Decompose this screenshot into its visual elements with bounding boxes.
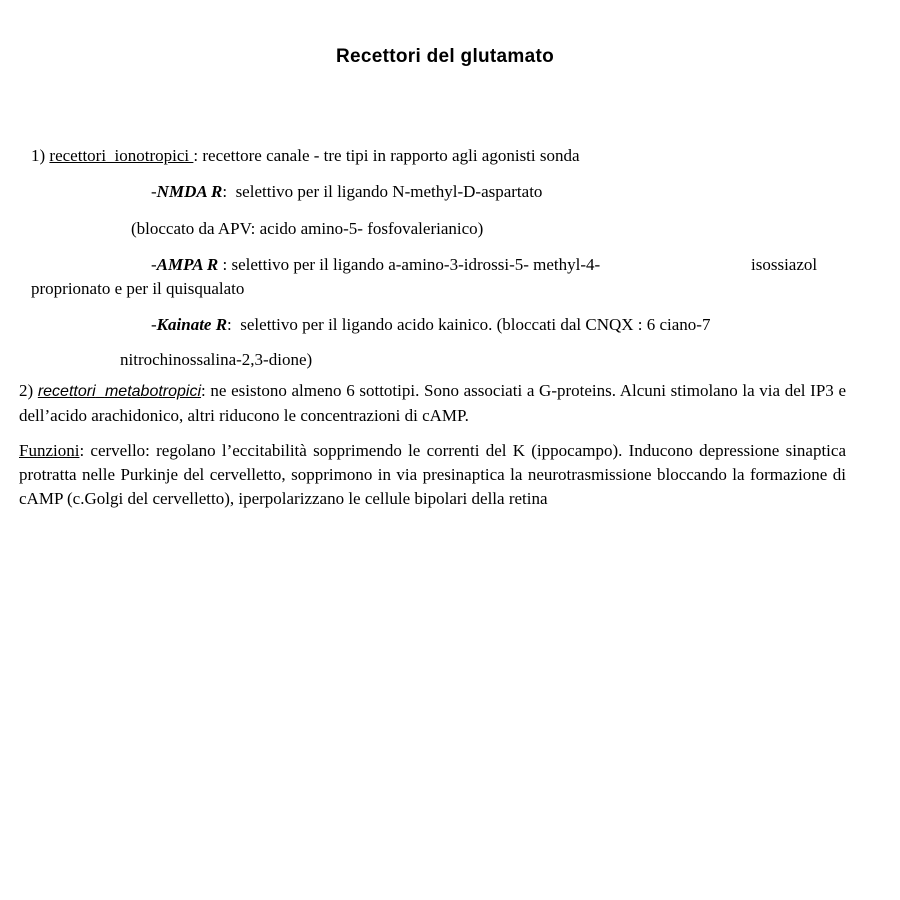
functions-paragraph: [19, 439, 846, 511]
kainate-name: Kainate R: [156, 315, 228, 334]
section1-intro-line: [31, 146, 580, 166]
section2-number: 2): [19, 381, 38, 400]
nmda-prefix: -: [151, 182, 157, 201]
section2-body: : ne esistono almeno 6 sottotipi. Sono associati a G-proteins. Alcuni stimolano la via del IP3 e dell’acido arachidonico, altri riducono le concentrazioni di cAMP.: [19, 381, 847, 425]
functions-heading: Funzioni: [19, 441, 80, 460]
nmda-line: [151, 182, 542, 202]
ampa-text: : selettivo per il ligando a-amino-3-idrossi-5- methyl-4-: [218, 255, 601, 274]
functions-body: : cervello: regolano l’eccitabilità sopprimendo le correnti del K (ippocampo). Inducono depressione sinaptica protratta nelle Purkinje del cervelletto, sopprimono in via presinaptica la neurotrasmissione bloccando la formazione di cAMP (c.Golgi del cervelletto), iperpolarizzano le cellule bipolari della retina: [19, 441, 846, 508]
kainate-prefix: -: [151, 315, 157, 334]
ampa-prefix: -: [151, 255, 157, 274]
nmda-name: NMDA R: [156, 182, 223, 201]
ampa-line: [151, 255, 600, 275]
section1-intro: : recettore canale - tre tipi in rapporto agli agonisti sonda: [193, 146, 580, 165]
ampa-continuation: proprionato e per il quisqualato: [31, 279, 245, 298]
kainate-continuation: nitrochinossalina-2,3-dione): [120, 350, 313, 369]
section2-paragraph: [19, 379, 846, 428]
section1-heading: recettori ionotropici: [49, 146, 194, 165]
section2-heading-a: recettori: [37, 383, 96, 400]
nmda-note: (bloccato da APV: acido amino-5- fosfovalerianico): [131, 219, 484, 238]
ampa-tail: isossiazol: [751, 255, 818, 274]
section2-heading-b: metabotropici: [104, 383, 202, 400]
kainate-line: [151, 315, 710, 335]
page-title: Recettori del glutamato: [335, 46, 555, 67]
section1-number: 1): [31, 146, 50, 165]
ampa-name: AMPA R: [156, 255, 219, 274]
kainate-text: : selettivo per il ligando acido kainico. (bloccati dal CNQX : 6 ciano-7: [227, 315, 711, 334]
nmda-text: : selettivo per il ligando N-methyl-D-aspartato: [222, 182, 543, 201]
